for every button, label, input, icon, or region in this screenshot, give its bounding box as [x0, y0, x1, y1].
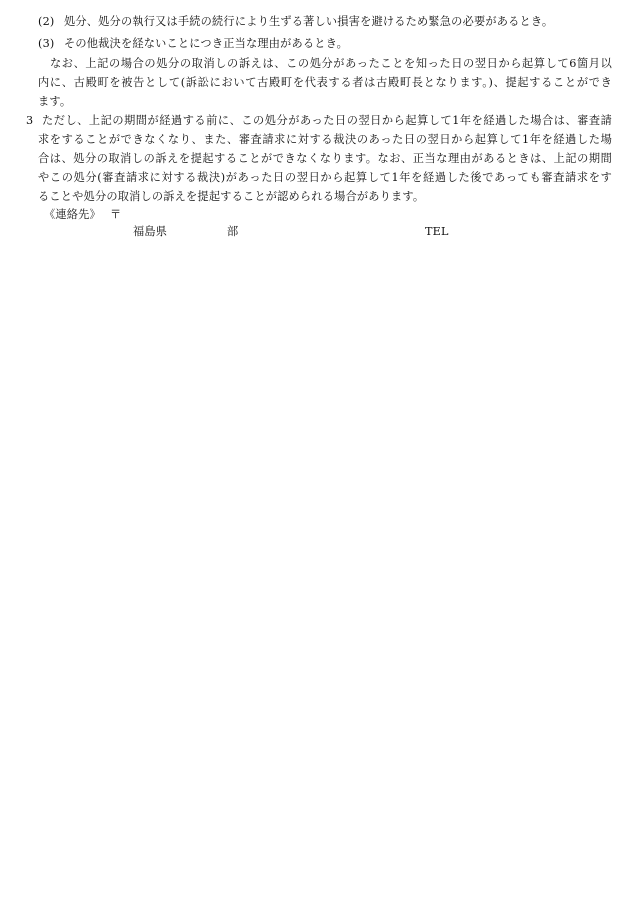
para-3-line-5: ることや処分の取消しの訴えを提起することが認められる場合があります。: [38, 190, 425, 203]
note-line-1: なお、上記の場合の処分の取消しの訴えは、この処分があったことを知った日の翌日から起算して6箇月以: [50, 57, 612, 70]
para-3-line-1: ただし、上記の期間が経過する前に、この処分があった日の翌日から起算して1年を経過した場合は、審査請: [42, 114, 612, 127]
sub-item-2: [38, 12, 553, 31]
sub-item-2-text: 処分、処分の執行又は手続の続行により生ずる著しい損害を避けるため緊急の必要があるとき。: [64, 15, 554, 28]
sub-item-2-number: (2): [38, 15, 55, 28]
sub-item-3: [38, 34, 348, 53]
sub-item-3-number: (3): [38, 37, 55, 50]
sub-item-3-text: その他裁決を経ないことにつき正当な理由があるとき。: [64, 37, 349, 50]
para-3-first-line: [26, 111, 612, 130]
para-3-number: 3: [26, 114, 34, 127]
note-line-3: ます。: [38, 95, 72, 108]
para-3-line-4: やこの処分(審査請求に対する裁決)があった日の翌日から起算して1年を経過した後であっても審査請求をす: [38, 171, 612, 184]
contact-prefecture: 福島県: [133, 225, 168, 238]
note-line-2: 内に、古殿町を被告として(訴訟において古殿町を代表する者は古殿町長となります。)、提起することができ: [38, 76, 612, 89]
para-3-line-3: 合は、処分の取消しの訴えを提起することができなくなります。なお、正当な理由があるときは、上記の期間: [38, 152, 612, 165]
contact-tel: TEL: [425, 225, 449, 238]
para-3-line-2: 求をすることができなくなり、また、審査請求に対する裁決のあった日の翌日から起算して1年を経過した場: [38, 133, 612, 146]
contact-label: 《連絡先》: [44, 208, 101, 221]
contact-department: 部: [227, 225, 239, 238]
postal-mark: 〒: [110, 208, 122, 221]
